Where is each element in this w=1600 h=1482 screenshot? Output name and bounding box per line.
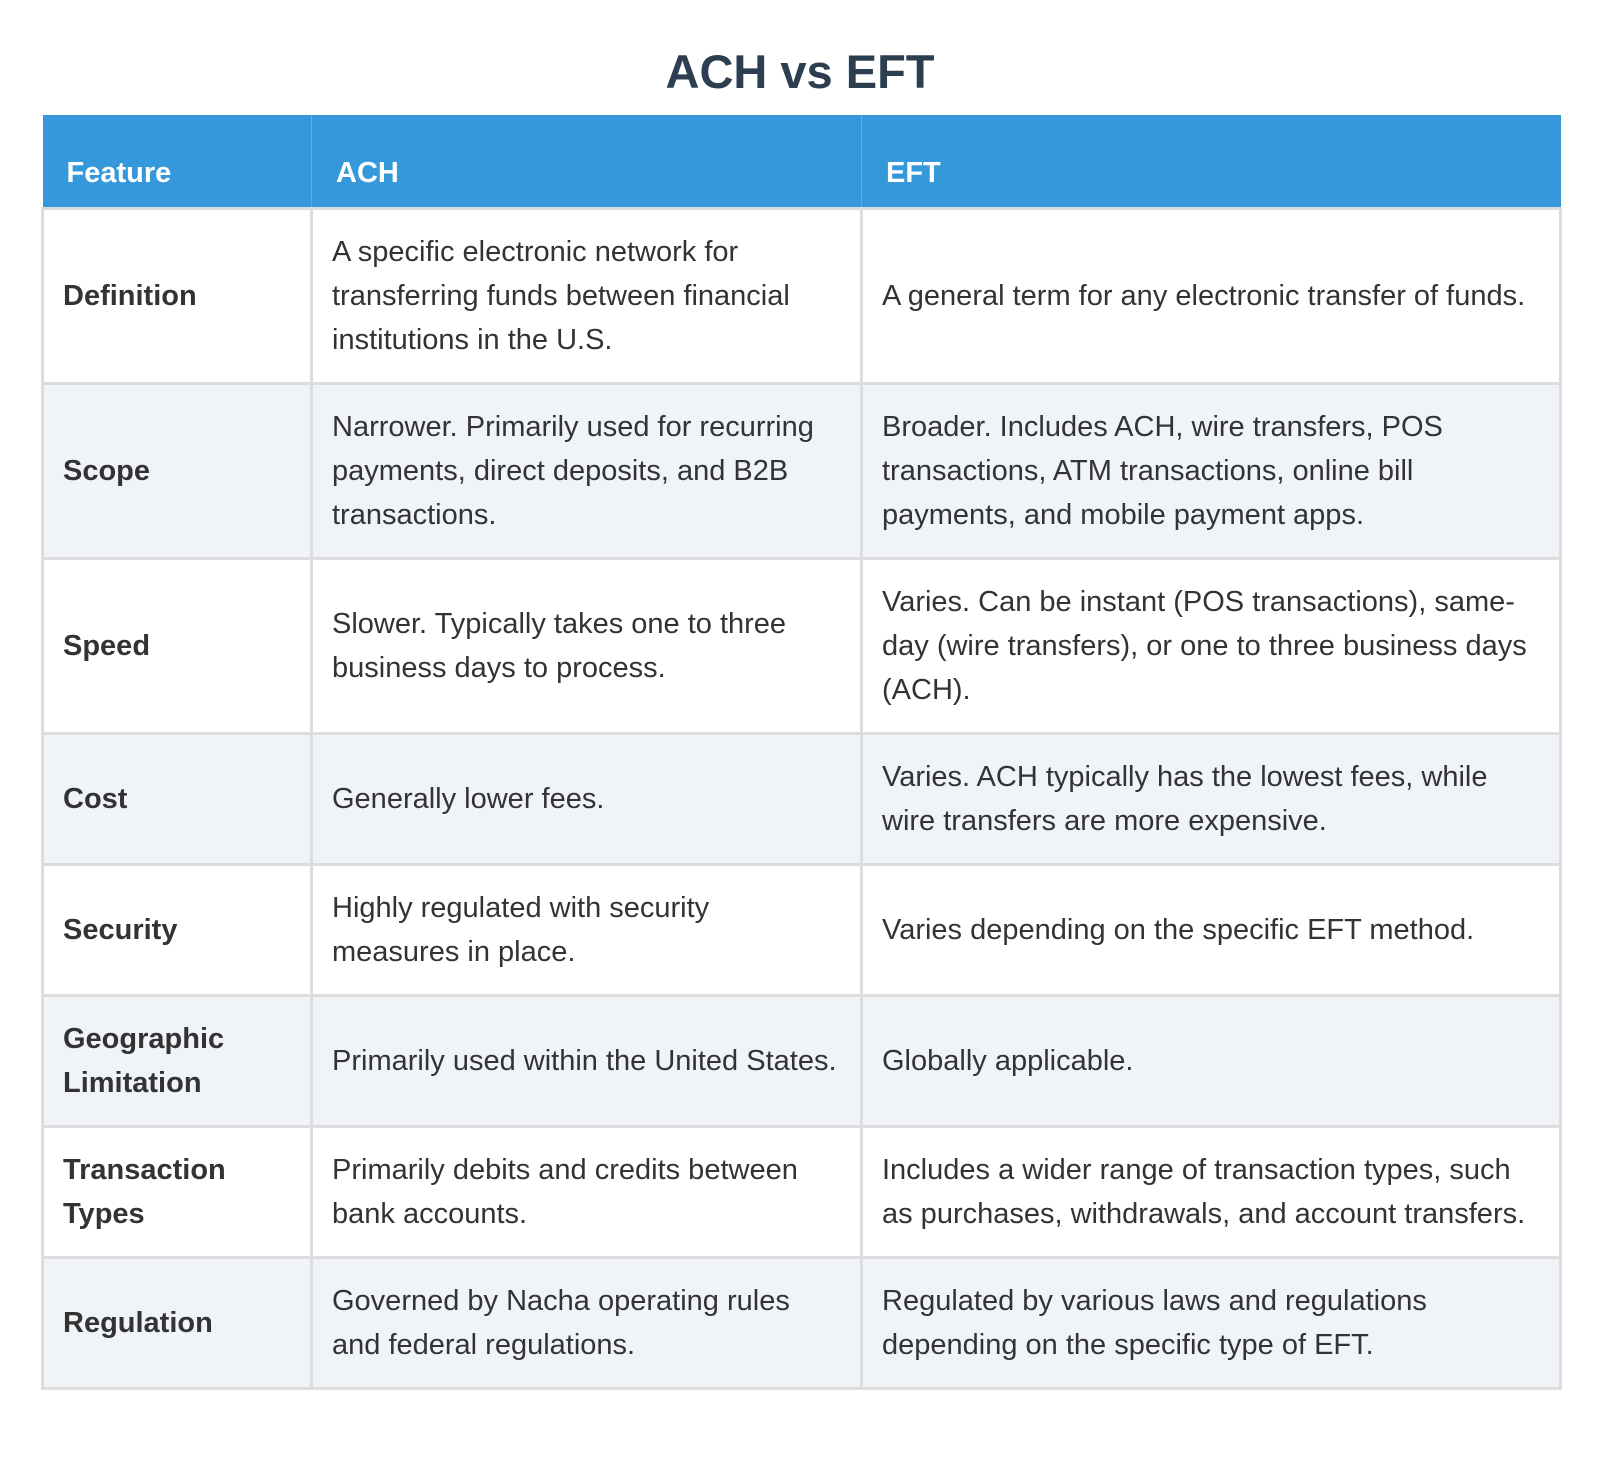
feature-cell: Speed [43,558,312,733]
eft-cell: Globally applicable. [862,995,1561,1126]
eft-cell: Regulated by various laws and regulations depending on the specific type of EFT. [862,1257,1561,1388]
page-title: ACH vs EFT [665,45,935,98]
eft-cell: Broader. Includes ACH, wire transfers, POS transactions, ATM transactions, online bill payments, and mobile payment apps. [862,383,1561,558]
table-body [43,208,1561,1388]
column-header-feature: Feature [43,115,312,208]
ach-cell: Primarily debits and credits between bank accounts. [312,1126,862,1257]
ach-cell: Generally lower fees. [312,733,862,864]
feature-cell: Geographic Limitation [43,995,312,1126]
feature-cell: Cost [43,733,312,864]
eft-cell: Varies. Can be instant (POS transactions), same-day (wire transfers), or one to three business days (ACH). [862,558,1561,733]
eft-cell: Varies. ACH typically has the lowest fees, while wire transfers are more expensive. [862,733,1561,864]
table-row-speed [43,558,1561,733]
eft-cell: Varies depending on the specific EFT method. [862,864,1561,995]
feature-cell: Security [43,864,312,995]
feature-cell: Regulation [43,1257,312,1388]
ach-cell: Slower. Typically takes one to three business days to process. [312,558,862,733]
feature-cell: Definition [43,208,312,383]
ach-cell: A specific electronic network for transferring funds between financial institutions in the U.S. [312,208,862,383]
feature-cell: Scope [43,383,312,558]
table-row-cost [43,733,1561,864]
table-header [43,115,1561,208]
ach-cell: Narrower. Primarily used for recurring payments, direct deposits, and B2B transactions. [312,383,862,558]
feature-cell: Transaction Types [43,1126,312,1257]
eft-cell: Includes a wider range of transaction types, such as purchases, withdrawals, and account transfers. [862,1126,1561,1257]
table-row-definition [43,208,1561,383]
table-row-security [43,864,1561,995]
ach-cell: Governed by Nacha operating rules and federal regulations. [312,1257,862,1388]
table-row-geographic-limitation [43,995,1561,1126]
table-row-transaction-types [43,1126,1561,1257]
eft-cell: A general term for any electronic transfer of funds. [862,208,1561,383]
ach-cell: Highly regulated with security measures in place. [312,864,862,995]
column-header-eft: EFT [862,115,1561,208]
table-row-scope [43,383,1561,558]
ach-cell: Primarily used within the United States. [312,995,862,1126]
column-header-ach: ACH [312,115,862,208]
table-row-regulation [43,1257,1561,1388]
comparison-table [41,115,1562,1390]
header-row [43,115,1561,208]
